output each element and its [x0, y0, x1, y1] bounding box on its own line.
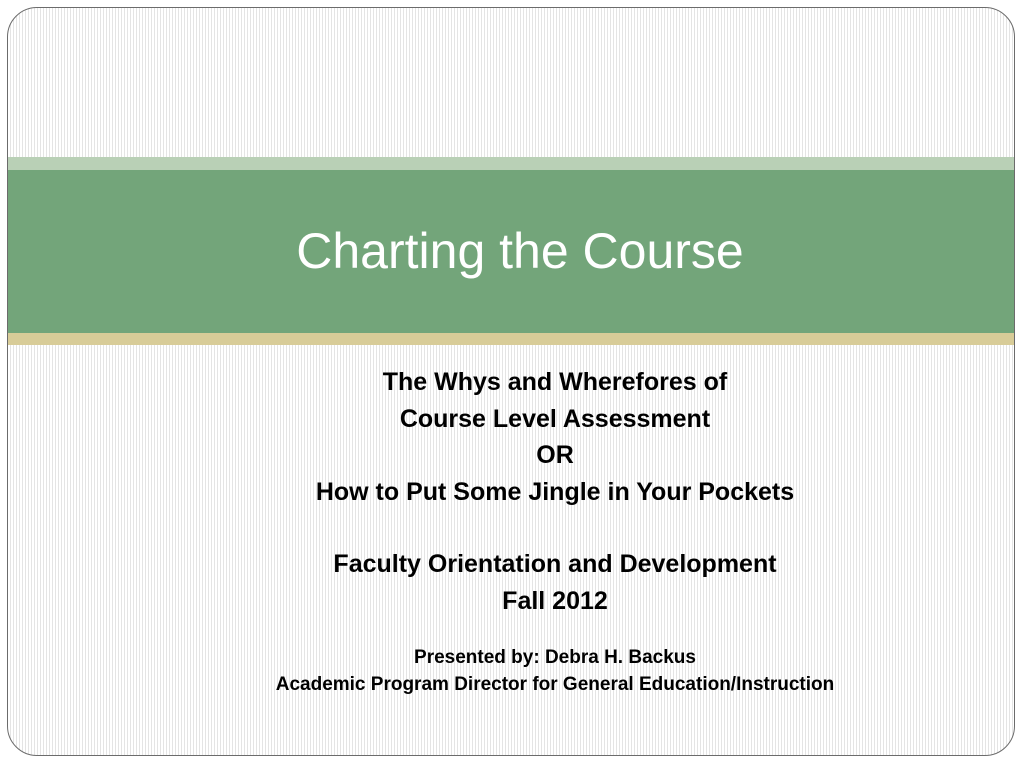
- subtitle-line-1: The Whys and Wherefores of: [382, 368, 728, 396]
- title-band: [8, 170, 1014, 333]
- title-band-top-stripe: [8, 157, 1014, 170]
- subtitle-line-4: How to Put Some Jingle in Your Pockets: [315, 477, 795, 506]
- subtitle-line-2: Course Level Assessment: [399, 404, 711, 433]
- event-line-1: Faculty Orientation and Development: [333, 550, 777, 578]
- subtitle-line-3: OR: [536, 441, 574, 469]
- presenter-line-2: Academic Program Director for General Education/Instruction: [275, 674, 835, 695]
- presenter-line-1: Presented by: Debra H. Backus: [414, 647, 696, 668]
- title-band-bottom-stripe: [8, 333, 1014, 345]
- spacer: [94, 510, 1015, 546]
- slide-subtitle: [8, 364, 1015, 698]
- slide: [7, 7, 1015, 756]
- event-line-2: Fall 2012: [502, 586, 608, 615]
- slide-title: Charting the Course: [296, 223, 744, 279]
- spacer: [94, 619, 1015, 644]
